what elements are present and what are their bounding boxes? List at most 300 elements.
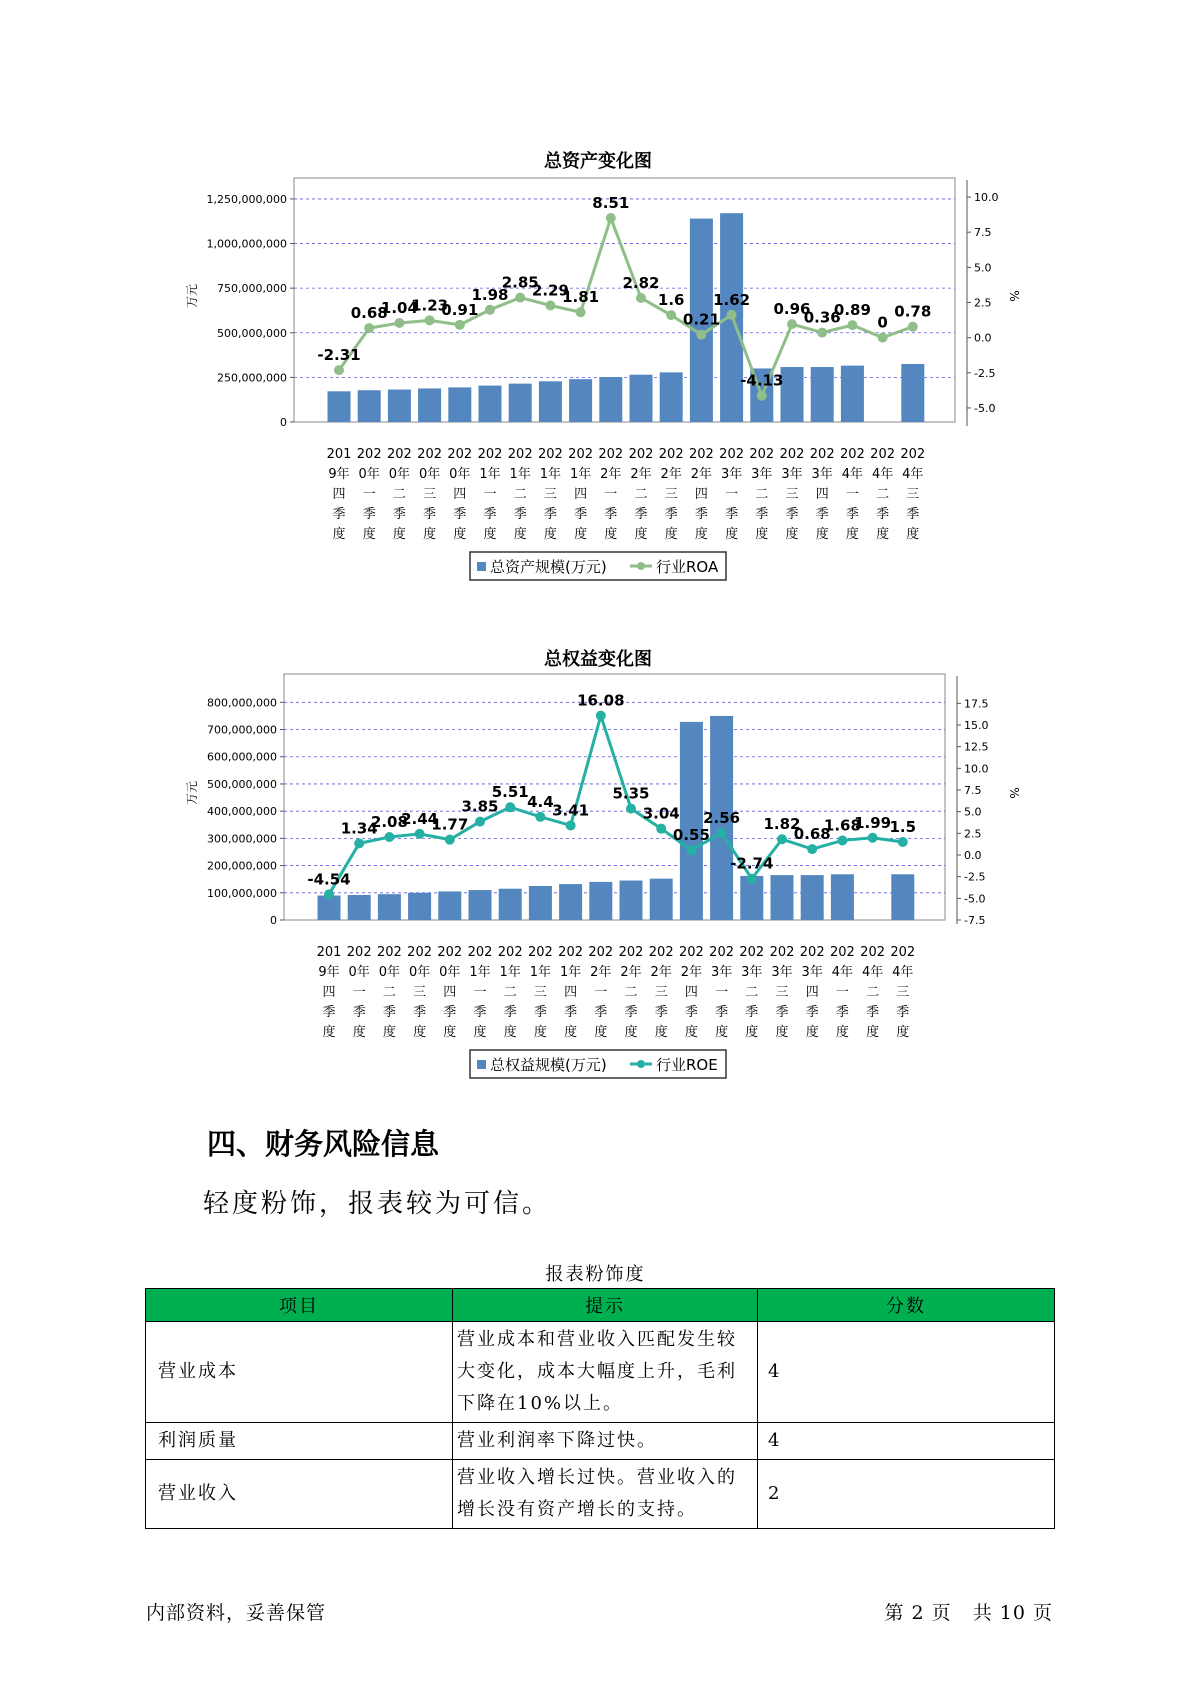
data-label: 2.29 — [531, 281, 569, 300]
bar — [469, 890, 492, 920]
x-tick-label: 度 — [624, 1025, 638, 1040]
x-tick-label: 季 — [835, 1005, 849, 1020]
data-label: 3.04 — [642, 804, 680, 823]
x-tick-label: 季 — [503, 1005, 517, 1020]
x-tick-label: 度 — [533, 1025, 547, 1040]
x-tick-label: 1年 — [479, 467, 501, 482]
x-tick-label: 202 — [558, 945, 584, 960]
data-label: 0.21 — [682, 310, 720, 329]
x-tick-label: 季 — [443, 1005, 457, 1020]
x-tick-label: 201 — [326, 447, 352, 462]
line-point — [747, 874, 757, 884]
x-tick-label: 度 — [906, 527, 920, 542]
x-tick-label: 202 — [809, 447, 835, 462]
x-tick-label: 202 — [779, 447, 805, 462]
x-tick-label: 度 — [845, 527, 859, 542]
right-axis-title: % — [1007, 787, 1021, 799]
line-point — [415, 829, 425, 839]
x-tick-label: 季 — [332, 507, 346, 522]
x-tick-label: 四 — [805, 985, 819, 1000]
x-tick-label: 度 — [423, 527, 437, 542]
x-tick-label: 0年 — [418, 467, 441, 482]
x-tick-label: 202 — [628, 447, 654, 462]
line-point — [757, 391, 767, 401]
data-label: -2.74 — [730, 854, 774, 873]
left-tick-label: 1,250,000,000 — [206, 192, 287, 206]
x-tick-label: 202 — [900, 447, 926, 462]
right-tick-label: 10.0 — [964, 762, 989, 776]
x-tick-label: 202 — [467, 945, 493, 960]
line-point — [384, 832, 394, 842]
data-label: 3.41 — [552, 801, 590, 820]
x-tick-label: 度 — [332, 527, 346, 542]
data-label: 1.5 — [889, 818, 917, 836]
cell-item: 利润质量 — [146, 1423, 453, 1460]
x-tick-label: 202 — [568, 447, 594, 462]
data-label: 1.82 — [763, 815, 801, 834]
x-tick-label: 202 — [507, 447, 533, 462]
x-tick-label: 四 — [564, 985, 578, 1000]
x-tick-label: 202 — [678, 945, 704, 960]
x-tick-label: 2年 — [680, 965, 703, 980]
line-point — [475, 817, 485, 827]
x-tick-label: 度 — [634, 527, 648, 542]
bar — [448, 387, 471, 422]
header-score: 分数 — [758, 1289, 1055, 1322]
right-tick-label: -5.0 — [964, 892, 986, 906]
bar — [650, 879, 673, 920]
x-tick-label: 3年 — [751, 467, 773, 482]
cell-hint: 营业收入增长过快。营业收入的增长没有资产增长的支持。 — [453, 1460, 758, 1529]
x-tick-label: 一 — [594, 985, 608, 1000]
left-tick-label: 1,000,000,000 — [206, 237, 287, 251]
x-tick-label: 1年 — [569, 467, 592, 482]
x-tick-label: 度 — [503, 1025, 517, 1040]
data-label: 2.44 — [401, 809, 439, 828]
x-tick-label: 202 — [799, 945, 825, 960]
x-tick-label: 202 — [658, 447, 684, 462]
x-tick-label: 2年 — [630, 467, 652, 482]
x-tick-label: 三 — [533, 985, 547, 1000]
bar — [358, 390, 381, 422]
line-point — [696, 330, 706, 340]
right-tick-label: 5.0 — [974, 261, 992, 275]
data-label: -4.54 — [307, 870, 351, 889]
data-label: 1.77 — [431, 815, 469, 834]
x-tick-label: 季 — [694, 507, 708, 522]
x-tick-label: 四 — [694, 487, 708, 502]
x-tick-label: 202 — [839, 447, 865, 462]
x-tick-label: 一 — [483, 487, 497, 502]
bar — [388, 390, 411, 422]
x-tick-label: 四 — [815, 487, 829, 502]
x-tick-label: 度 — [876, 527, 890, 542]
x-tick-label: 0年 — [449, 467, 471, 482]
right-tick-label: -7.5 — [964, 914, 986, 927]
x-tick-label: 202 — [588, 945, 614, 960]
x-tick-label: 季 — [473, 1005, 487, 1020]
x-tick-label: 4年 — [892, 965, 914, 980]
x-tick-label: 2年 — [690, 467, 713, 482]
risk-table — [145, 1288, 1055, 1529]
line-point — [717, 828, 727, 838]
x-tick-label: 度 — [654, 1025, 668, 1040]
x-tick-label: 1年 — [559, 965, 582, 980]
bar — [418, 388, 441, 422]
bar — [499, 889, 522, 920]
x-tick-label: 4年 — [831, 965, 854, 980]
x-tick-label: 季 — [815, 507, 829, 522]
data-label: 5.51 — [491, 783, 529, 802]
line-point — [324, 889, 334, 899]
left-tick-label: 200,000,000 — [207, 859, 277, 873]
x-tick-label: 202 — [769, 945, 795, 960]
x-tick-label: 202 — [688, 447, 714, 462]
x-tick-label: 季 — [634, 507, 648, 522]
left-tick-label: 0 — [280, 416, 287, 429]
data-label: 1.6 — [657, 291, 685, 310]
x-tick-label: 季 — [876, 507, 890, 522]
x-tick-label: 202 — [890, 945, 916, 960]
x-tick-label: 度 — [453, 527, 467, 542]
x-tick-label: 季 — [775, 1005, 789, 1020]
x-tick-label: 度 — [473, 1025, 487, 1040]
data-label: 0.91 — [441, 300, 479, 319]
x-tick-label: 季 — [543, 507, 557, 522]
line-point — [425, 315, 435, 325]
x-tick-label: 2年 — [620, 965, 642, 980]
x-tick-label: 二 — [745, 985, 759, 1000]
x-tick-label: 季 — [866, 1005, 880, 1020]
bar — [589, 882, 612, 920]
total-assets-chart — [0, 140, 1191, 590]
data-label: -4.13 — [740, 371, 784, 390]
left-tick-label: 500,000,000 — [217, 326, 287, 340]
x-tick-label: 度 — [382, 1025, 396, 1040]
x-tick-label: 季 — [453, 507, 467, 522]
data-label: 0 — [877, 313, 888, 332]
right-tick-label: 2.5 — [974, 296, 992, 310]
x-tick-label: 202 — [618, 945, 644, 960]
data-label: 2.85 — [501, 273, 539, 292]
line-point — [394, 318, 404, 328]
cell-score: 4 — [758, 1423, 1055, 1460]
x-tick-label: 0年 — [358, 467, 380, 482]
data-label: 2.82 — [622, 273, 660, 292]
x-tick-label: 0年 — [388, 467, 411, 482]
x-tick-label: 一 — [352, 985, 366, 1000]
left-tick-label: 100,000,000 — [207, 886, 277, 900]
x-tick-label: 1年 — [539, 467, 562, 482]
x-tick-label: 度 — [543, 527, 557, 542]
bar — [660, 372, 683, 422]
line-point — [868, 833, 878, 843]
x-tick-label: 二 — [513, 487, 527, 502]
x-tick-label: 202 — [386, 447, 412, 462]
bar — [408, 893, 431, 920]
left-axis-title: 万元 — [185, 780, 199, 806]
line-point — [354, 838, 364, 848]
x-tick-label: 202 — [648, 945, 674, 960]
x-tick-label: 1年 — [509, 467, 531, 482]
line-point — [837, 835, 847, 845]
x-tick-label: 202 — [537, 447, 563, 462]
x-tick-label: 度 — [896, 1025, 910, 1040]
x-tick-label: 202 — [376, 945, 402, 960]
x-tick-label: 二 — [503, 985, 517, 1000]
x-tick-label: 2年 — [600, 467, 622, 482]
bar — [348, 895, 371, 920]
bar — [509, 384, 532, 422]
left-tick-label: 500,000,000 — [207, 777, 277, 791]
total-equity-chart — [0, 638, 1191, 1088]
x-tick-label: 一 — [835, 985, 849, 1000]
line-point — [364, 323, 374, 333]
legend-line-label: 行业ROE — [656, 1056, 718, 1074]
bar — [559, 884, 582, 920]
data-label: 4.4 — [527, 792, 554, 811]
data-label: 5.35 — [612, 784, 650, 803]
left-tick-label: 400,000,000 — [207, 805, 277, 819]
x-tick-label: 季 — [684, 1005, 698, 1020]
bar — [620, 881, 643, 920]
x-tick-label: 四 — [574, 487, 588, 502]
line-point — [596, 711, 606, 721]
line-point — [787, 319, 797, 329]
x-tick-label: 202 — [356, 447, 382, 462]
line-point — [545, 300, 555, 310]
data-label: 1.98 — [471, 285, 509, 304]
bar — [479, 386, 502, 422]
section-title: 四、财务风险信息 — [207, 1127, 440, 1161]
line-point — [445, 835, 455, 845]
line-point — [898, 837, 908, 847]
x-tick-label: 9年 — [318, 965, 340, 980]
data-label: 0.36 — [803, 308, 841, 327]
x-tick-label: 三 — [543, 487, 557, 502]
x-tick-label: 四 — [453, 487, 467, 502]
data-label: 1.81 — [562, 288, 600, 307]
data-label: 0.55 — [672, 826, 710, 845]
line-point — [505, 802, 515, 812]
chart-title: 总资产变化图 — [544, 151, 652, 172]
right-axis-title: % — [1007, 290, 1021, 302]
x-tick-label: 3年 — [811, 467, 833, 482]
cell-item: 营业成本 — [146, 1322, 453, 1423]
x-tick-label: 三 — [785, 487, 799, 502]
x-tick-label: 3年 — [801, 965, 823, 980]
bar — [328, 391, 351, 422]
x-tick-label: 季 — [654, 1005, 668, 1020]
x-tick-label: 季 — [715, 1005, 729, 1020]
line-point — [334, 365, 344, 375]
x-tick-label: 季 — [362, 507, 376, 522]
data-label: 1.68 — [823, 816, 861, 835]
line-point — [455, 320, 465, 330]
x-tick-label: 202 — [437, 945, 463, 960]
x-tick-label: 二 — [634, 487, 648, 502]
x-tick-label: 202 — [829, 945, 855, 960]
x-tick-label: 四 — [322, 985, 336, 1000]
x-tick-label: 度 — [815, 527, 829, 542]
bar — [438, 891, 461, 920]
x-tick-label: 度 — [413, 1025, 427, 1040]
x-tick-label: 季 — [413, 1005, 427, 1020]
x-tick-label: 四 — [332, 487, 346, 502]
x-tick-label: 度 — [715, 1025, 729, 1040]
bar — [801, 875, 824, 920]
header-item: 项目 — [146, 1289, 453, 1322]
x-tick-label: 1年 — [499, 965, 521, 980]
x-tick-label: 202 — [527, 945, 553, 960]
x-tick-label: 度 — [564, 1025, 578, 1040]
legend-bar-swatch — [477, 1060, 486, 1069]
x-tick-label: 度 — [664, 527, 678, 542]
data-label: 0.89 — [833, 301, 871, 320]
x-tick-label: 季 — [906, 507, 920, 522]
x-tick-label: 202 — [497, 945, 523, 960]
x-tick-label: 3年 — [741, 965, 763, 980]
x-tick-label: 202 — [417, 447, 443, 462]
x-tick-label: 一 — [725, 487, 739, 502]
table-row — [146, 1322, 1055, 1423]
x-tick-label: 度 — [604, 527, 618, 542]
x-tick-label: 季 — [725, 507, 739, 522]
chart-title: 总权益变化图 — [544, 649, 652, 670]
table-row — [146, 1423, 1055, 1460]
x-tick-label: 一 — [715, 985, 729, 1000]
section-text: 轻度粉饰，报表较为可信。 — [203, 1189, 552, 1219]
data-label: 8.51 — [592, 193, 630, 212]
x-tick-label: 三 — [654, 985, 668, 1000]
bar — [599, 377, 622, 422]
cell-score: 4 — [758, 1322, 1055, 1423]
bar — [569, 379, 592, 422]
legend-bar-label: 总资产规模(万元) — [490, 558, 607, 576]
x-tick-label: 季 — [664, 507, 678, 522]
x-tick-label: 202 — [477, 447, 503, 462]
left-tick-label: 600,000,000 — [207, 750, 277, 764]
line-point — [908, 322, 918, 332]
data-label: 1.62 — [713, 290, 751, 309]
cell-hint: 营业利润率下降过快。 — [453, 1423, 758, 1460]
x-tick-label: 季 — [785, 507, 799, 522]
x-tick-label: 202 — [860, 945, 886, 960]
line-point — [847, 320, 857, 330]
x-tick-label: 201 — [316, 945, 342, 960]
x-tick-label: 季 — [755, 507, 769, 522]
x-tick-label: 2年 — [660, 467, 682, 482]
x-tick-label: 季 — [513, 507, 527, 522]
left-tick-label: 0 — [270, 914, 277, 927]
x-tick-label: 季 — [745, 1005, 759, 1020]
x-tick-label: 二 — [866, 985, 880, 1000]
legend-line-marker — [637, 1060, 645, 1068]
line-point — [566, 820, 576, 830]
x-tick-label: 季 — [896, 1005, 910, 1020]
x-tick-label: 度 — [725, 527, 739, 542]
line-point — [727, 310, 737, 320]
right-tick-label: 2.5 — [964, 827, 982, 841]
x-tick-label: 一 — [473, 985, 487, 1000]
x-tick-label: 202 — [447, 447, 473, 462]
x-tick-label: 季 — [352, 1005, 366, 1020]
right-tick-label: -2.5 — [974, 366, 996, 380]
line-point — [485, 305, 495, 315]
bar — [891, 874, 914, 920]
x-tick-label: 0年 — [408, 965, 431, 980]
x-tick-label: 三 — [775, 985, 789, 1000]
header-hint: 提示 — [453, 1289, 758, 1322]
right-tick-label: 17.5 — [964, 697, 989, 711]
cell-hint: 营业成本和营业收入匹配发生较大变化，成本大幅度上升，毛利下降在10%以上。 — [453, 1322, 758, 1423]
x-tick-label: 二 — [876, 487, 890, 502]
right-tick-label: 10.0 — [974, 191, 999, 205]
cell-score: 2 — [758, 1460, 1055, 1529]
x-tick-label: 4年 — [871, 467, 894, 482]
x-tick-label: 季 — [845, 507, 859, 522]
legend-bar-swatch — [477, 562, 486, 571]
data-label: 1.04 — [380, 299, 418, 318]
x-tick-label: 四 — [684, 985, 698, 1000]
footer-confidential: 内部资料，妥善保管 — [146, 1602, 327, 1624]
data-label: 16.08 — [577, 691, 625, 710]
right-tick-label: 5.0 — [964, 805, 982, 819]
legend-line-label: 行业ROA — [656, 558, 719, 576]
x-tick-label: 度 — [835, 1025, 849, 1040]
line-point — [535, 812, 545, 822]
data-label: 1.99 — [854, 813, 892, 832]
right-tick-label: 0.0 — [964, 849, 982, 862]
legend-bar-label: 总权益规模(万元) — [490, 1056, 607, 1074]
x-tick-label: 3年 — [781, 467, 803, 482]
x-tick-label: 度 — [755, 527, 769, 542]
x-tick-label: 度 — [745, 1025, 759, 1040]
left-axis-title: 万元 — [185, 283, 199, 309]
right-tick-label: -5.0 — [974, 401, 996, 415]
x-tick-label: 度 — [866, 1025, 880, 1040]
x-tick-label: 度 — [443, 1025, 457, 1040]
bar — [378, 894, 401, 920]
x-tick-label: 4年 — [861, 965, 884, 980]
x-tick-label: 4年 — [902, 467, 924, 482]
x-tick-label: 度 — [775, 1025, 789, 1040]
x-tick-label: 二 — [624, 985, 638, 1000]
x-tick-label: 2年 — [650, 965, 672, 980]
x-tick-label: 三 — [664, 487, 678, 502]
x-tick-label: 度 — [805, 1025, 819, 1040]
right-tick-label: 15.0 — [964, 719, 989, 732]
x-tick-label: 度 — [352, 1025, 366, 1040]
x-tick-label: 季 — [594, 1005, 608, 1020]
bar — [831, 874, 854, 920]
x-tick-label: 季 — [392, 507, 406, 522]
data-label: 2.56 — [703, 808, 741, 827]
x-tick-label: 季 — [423, 507, 437, 522]
right-tick-label: -2.5 — [964, 870, 986, 884]
x-tick-label: 度 — [594, 1025, 608, 1040]
line-point — [626, 804, 636, 814]
x-tick-label: 一 — [604, 487, 618, 502]
data-label: 2.08 — [370, 812, 408, 831]
bar — [630, 375, 653, 422]
x-tick-label: 二 — [392, 487, 406, 502]
line-point — [656, 824, 666, 834]
x-tick-label: 季 — [604, 507, 618, 522]
x-tick-label: 2年 — [590, 965, 612, 980]
x-tick-label: 度 — [513, 527, 527, 542]
footer-page-number: 第 2 页 共 10 页 — [884, 1602, 1053, 1624]
